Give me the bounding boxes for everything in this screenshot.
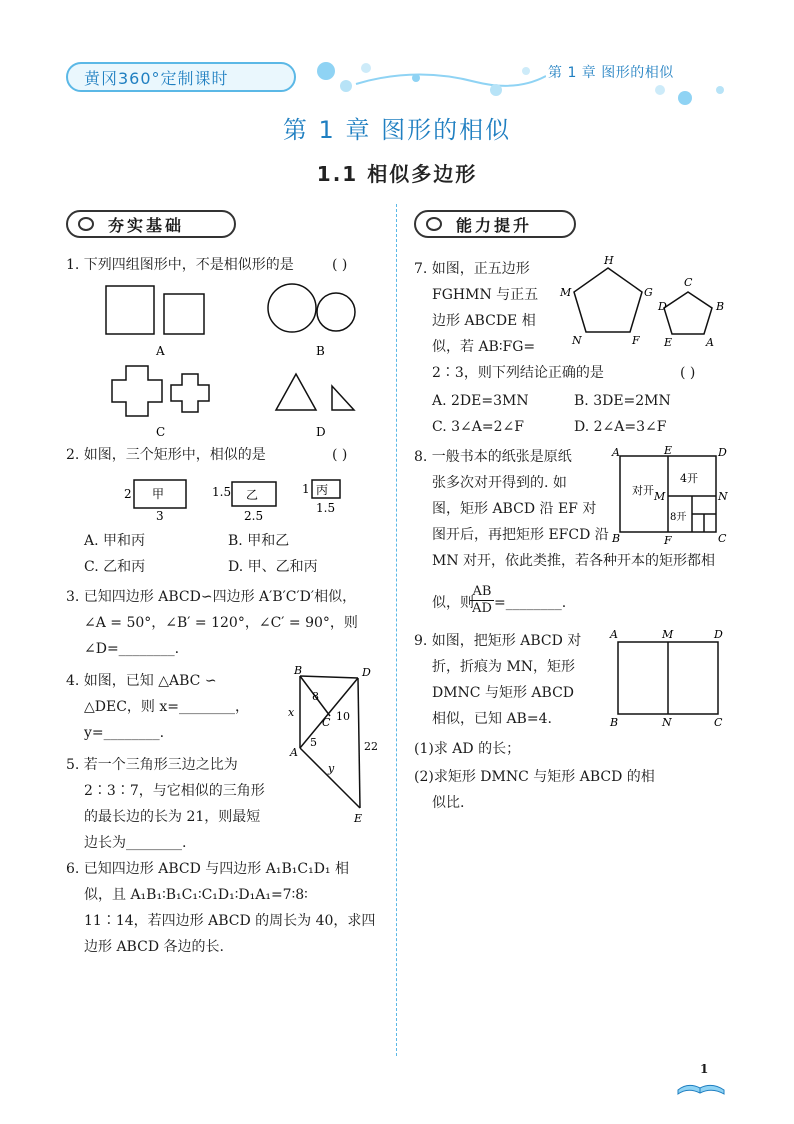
q7-paren: ( ) xyxy=(680,365,696,381)
q4-val-8: 8 xyxy=(312,690,319,703)
chapter-tag: 第 1 章 图形的相似 xyxy=(548,65,674,81)
q1-figures xyxy=(96,280,376,440)
q8-line-2: 张多次对开得到的. 如 xyxy=(432,475,567,491)
q2-rectangles xyxy=(120,474,360,524)
q3-line-1: 3. 已知四边形 ABCD∽四边形 A′B′C′D′相似， xyxy=(66,589,357,605)
q2-n3: 丙 xyxy=(316,483,329,497)
q8-label-a: A xyxy=(612,446,620,459)
q2-h2: 1.5 xyxy=(212,485,232,499)
q3-line-2: ∠A = 50°，∠B′ = 120°，∠C′ = 90°，则 xyxy=(84,615,358,631)
q4-label-y: y xyxy=(328,762,335,775)
q8-label-d: D xyxy=(718,446,727,459)
q8-label-n: N xyxy=(718,490,728,503)
q9-sub-1: (1)求 AD 的长； xyxy=(414,741,521,757)
q4-label-a: A xyxy=(290,746,298,759)
q5-line-1: 5. 若一个三角形三边之比为 xyxy=(66,757,238,773)
q8-line-4: 图开后，再把矩形 EFCD 沿 xyxy=(432,527,609,543)
q8-label-e: E xyxy=(664,444,673,457)
page-number: 1 xyxy=(700,1062,709,1076)
left-section-badge xyxy=(66,210,236,238)
q7-label-f: F xyxy=(632,334,640,347)
q1-text: 1. 下列四组图形中，不是相似形的是 xyxy=(66,257,294,273)
q9-rectangle-figure xyxy=(606,626,730,730)
left-section-label: 夯实基础 xyxy=(108,216,185,235)
q4-label-b: B xyxy=(294,664,303,677)
q4-line-3: y=________. xyxy=(84,725,165,741)
q7-option-d: D. 2∠A=3∠F xyxy=(574,419,667,435)
q4-val-5: 5 xyxy=(310,736,317,749)
q7-label-b: B xyxy=(716,300,725,313)
q9-label-d: D xyxy=(714,628,723,641)
q4-label-d: D xyxy=(362,666,371,679)
q1-paren: ( ) xyxy=(332,257,348,273)
q8-fraction xyxy=(470,584,494,617)
q7-option-b: B. 3DE=2MN xyxy=(574,393,671,409)
q4-label-e: E xyxy=(354,812,363,824)
q8-line-3: 图，矩形 ABCD 沿 EF 对 xyxy=(432,501,597,517)
q8-line-1: 8. 一般书本的纸张是原纸 xyxy=(414,449,572,465)
q5-line-4: 边长为________. xyxy=(84,835,187,851)
q9-label-c: C xyxy=(714,716,723,729)
q4-val-22: 22 xyxy=(364,740,378,753)
q8-line-5: MN 对开，依此类推，若各种开本的矩形都相 xyxy=(432,553,716,569)
q2-w3: 1.5 xyxy=(316,501,336,515)
q7-label-c: C xyxy=(684,276,693,289)
q4-val-10: 10 xyxy=(336,710,350,723)
q6-line-3: 11∶14，若四边形 ABCD 的周长为 40，求四 xyxy=(84,913,376,929)
q9-line-4: 相似，已知 AB=4. xyxy=(432,711,552,727)
q2-n1: 甲 xyxy=(152,487,165,501)
q8-paper-figure xyxy=(606,444,730,544)
q2-n2: 乙 xyxy=(246,488,259,502)
section-title: 1.1 相似多边形 xyxy=(316,162,478,186)
q8-label-b: B xyxy=(612,532,621,544)
q7-line-3: 边形 ABCDE 相 xyxy=(432,313,536,329)
q2-option-a: A. 甲和丙 xyxy=(84,533,146,549)
series-badge: 黄冈360°定制课时 xyxy=(66,62,296,92)
q8-label-f: F xyxy=(664,534,672,544)
q9-label-a: A xyxy=(610,628,618,641)
q7-pentagons-figure xyxy=(556,254,746,350)
q8-line-6: 似，则 xyxy=(432,595,474,611)
q7-label-n: N xyxy=(572,334,582,347)
q2-w2: 2.5 xyxy=(244,509,264,523)
q7-label-e: E xyxy=(664,336,673,349)
q6-line-1: 6. 已知四边形 ABCD 与四边形 A₁B₁C₁D₁ 相 xyxy=(66,861,349,877)
q9-label-b: B xyxy=(610,716,619,729)
q8-label-duikai: 对开 xyxy=(632,484,654,497)
q6-line-2: 似，且 A₁B₁∶B₁C₁∶C₁D₁∶D₁A₁=7∶8∶ xyxy=(84,887,308,903)
q9-sub-2: (2)求矩形 DMNC 与矩形 ABCD 的相 xyxy=(414,769,655,785)
q2-text: 2. 如图，三个矩形中，相似的是 xyxy=(66,447,266,463)
q8-frac-den: AD xyxy=(472,601,492,616)
q1-label-c: C xyxy=(156,425,166,439)
q8-label-m: M xyxy=(654,490,666,503)
q8-label-4k: 4开 xyxy=(680,472,698,485)
right-section-badge xyxy=(414,210,576,238)
q2-h1: 2 xyxy=(124,487,132,501)
q7-option-a: A. 2DE=3MN xyxy=(432,393,529,409)
q8-label-8k: 8开 xyxy=(670,512,687,523)
q7-line-4: 似，若 AB∶FG= xyxy=(432,339,536,355)
q9-line-2: 折，折痕为 MN，矩形 xyxy=(432,659,576,675)
q2-option-d: D. 甲、乙和丙 xyxy=(228,559,318,575)
q7-line-1: 7. 如图，正五边形 xyxy=(414,261,530,277)
q2-h3: 1 xyxy=(302,482,310,496)
q4-triangles-figure xyxy=(284,664,384,824)
q4-line-1: 4. 如图，已知 △ABC ∽ xyxy=(66,673,217,689)
q4-line-2: △DEC，则 x=________， xyxy=(84,699,249,715)
q1-label-d: D xyxy=(316,425,326,439)
q2-w1: 3 xyxy=(156,509,164,523)
q2-option-b: B. 甲和乙 xyxy=(228,533,290,549)
q1-label-b: B xyxy=(316,344,325,358)
q7-label-m: M xyxy=(560,286,572,299)
q8-tail: =________. xyxy=(494,595,567,611)
q7-line-2: FGHMN 与正五 xyxy=(432,287,539,303)
q7-label-d: D xyxy=(658,300,667,313)
q7-option-c: C. 3∠A=2∠F xyxy=(432,419,524,435)
decorative-bubbles xyxy=(296,56,546,106)
q9-sub-2b: 似比. xyxy=(432,795,465,811)
q7-label-h: H xyxy=(604,254,614,267)
q4-label-x: x xyxy=(288,706,295,719)
q9-line-1: 9. 如图，把矩形 ABCD 对 xyxy=(414,633,582,649)
q9-label-m: M xyxy=(662,628,674,641)
q1-label-a: A xyxy=(156,344,165,358)
q9-label-n: N xyxy=(662,716,672,729)
loop-icon xyxy=(426,217,442,231)
q5-line-3: 的最长边的长为 21，则最短 xyxy=(84,809,261,825)
q3-line-3: ∠D=________. xyxy=(84,641,180,657)
q9-line-3: DMNC 与矩形 ABCD xyxy=(432,685,575,701)
right-section-label: 能力提升 xyxy=(456,216,533,235)
q2-paren: ( ) xyxy=(332,447,348,463)
q4-label-c: C xyxy=(322,716,331,729)
q6-line-4: 边形 ABCD 各边的长. xyxy=(84,939,224,955)
q8-label-c: C xyxy=(718,532,727,544)
q7-label-a: A xyxy=(706,336,714,349)
loop-icon xyxy=(78,217,94,231)
column-divider xyxy=(396,204,397,1056)
q5-line-2: 2∶3∶7，与它相似的三角形 xyxy=(84,783,265,799)
book-icon xyxy=(676,1074,726,1096)
q2-option-c: C. 乙和丙 xyxy=(84,559,146,575)
chapter-title: 第 1 章 图形的相似 xyxy=(282,116,512,144)
q7-line-5: 2∶3，则下列结论正确的是 xyxy=(432,365,604,381)
q7-label-g: G xyxy=(644,286,653,299)
decorative-bubbles-right xyxy=(640,80,750,110)
q8-frac-num: AB xyxy=(470,584,494,601)
